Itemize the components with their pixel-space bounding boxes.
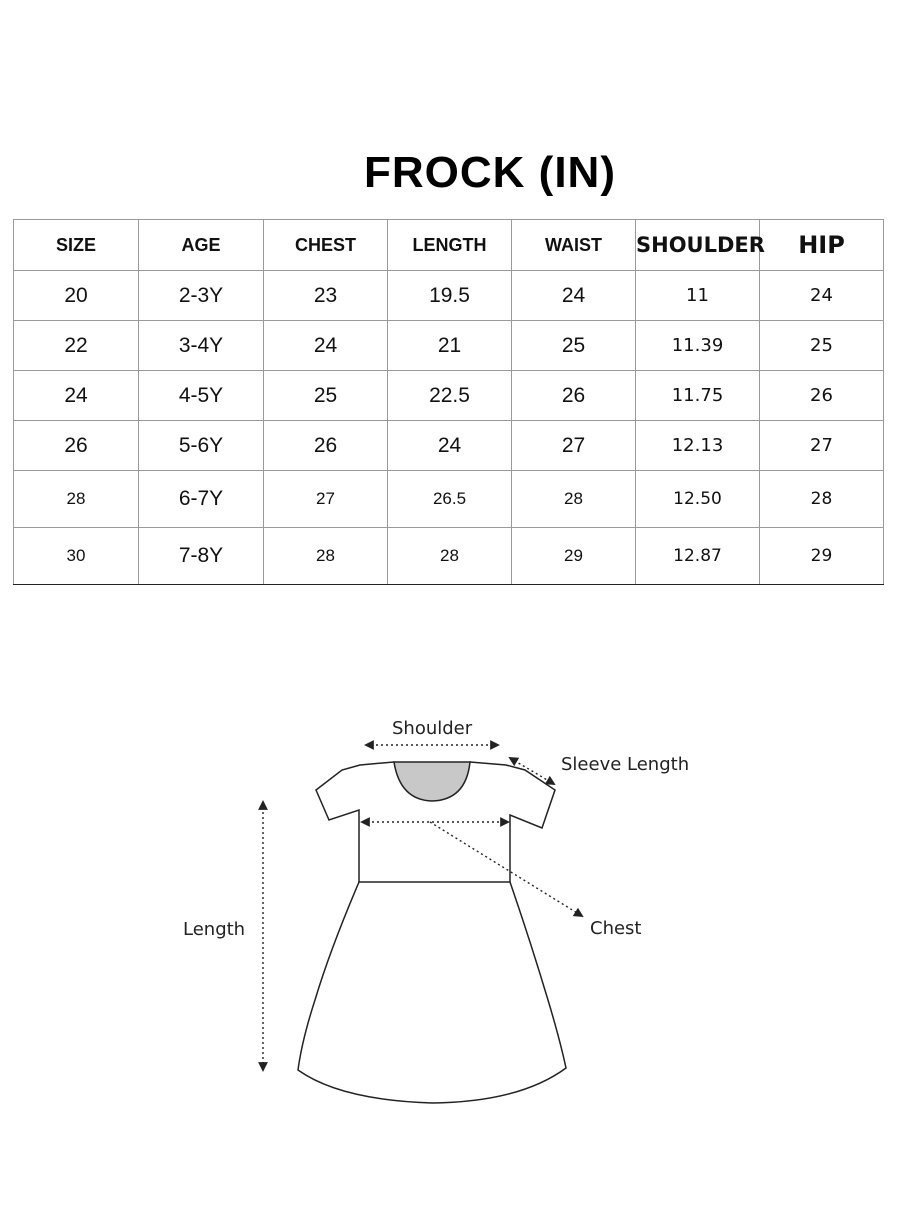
cell-length: 21 (388, 321, 512, 371)
header-chest: CHEST (264, 220, 388, 271)
cell-chest: 26 (264, 421, 388, 471)
table-row (14, 271, 884, 321)
table-row (14, 371, 884, 421)
length-label: Length (183, 919, 246, 940)
header-age: AGE (139, 220, 264, 271)
cell-length: 28 (388, 528, 512, 585)
cell-waist: 26 (512, 371, 636, 421)
cell-waist: 27 (512, 421, 636, 471)
table-header-row (14, 220, 884, 271)
cell-length: 26.5 (388, 471, 512, 528)
cell-waist: 24 (512, 271, 636, 321)
cell-hip: 26 (760, 371, 884, 421)
chest-pointer-line (430, 822, 582, 916)
cell-waist: 29 (512, 528, 636, 585)
table-row (14, 471, 884, 528)
cell-hip: 24 (760, 271, 884, 321)
cell-waist: 25 (512, 321, 636, 371)
cell-shoulder: 12.50 (636, 471, 760, 528)
header-hip: HIP (760, 220, 884, 271)
cell-hip: 28 (760, 471, 884, 528)
cell-age: 4-5Y (139, 371, 264, 421)
cell-chest: 24 (264, 321, 388, 371)
table-row (14, 321, 884, 371)
cell-shoulder: 11 (636, 271, 760, 321)
skirt-shape (298, 882, 566, 1103)
cell-chest: 23 (264, 271, 388, 321)
header-size: SIZE (14, 220, 139, 271)
header-shoulder: SHOULDER (636, 220, 760, 271)
measurement-lines (263, 745, 582, 1070)
cell-length: 24 (388, 421, 512, 471)
cell-length: 19.5 (388, 271, 512, 321)
frock-outline (298, 762, 566, 1103)
cell-hip: 25 (760, 321, 884, 371)
neckline-shape (394, 762, 470, 801)
cell-age: 6-7Y (139, 471, 264, 528)
shoulder-label: Shoulder (392, 718, 473, 739)
cell-age: 7-8Y (139, 528, 264, 585)
cell-waist: 28 (512, 471, 636, 528)
page-title: FROCK (IN) (364, 148, 616, 197)
cell-chest: 28 (264, 528, 388, 585)
cell-shoulder: 12.87 (636, 528, 760, 585)
sleeve-length-label: Sleeve Length (561, 754, 690, 775)
cell-hip: 29 (760, 528, 884, 585)
cell-length: 22.5 (388, 371, 512, 421)
cell-size: 30 (14, 528, 139, 585)
cell-shoulder: 12.13 (636, 421, 760, 471)
cell-chest: 27 (264, 471, 388, 528)
cell-shoulder: 11.75 (636, 371, 760, 421)
table-row (14, 421, 884, 471)
cell-shoulder: 11.39 (636, 321, 760, 371)
cell-size: 22 (14, 321, 139, 371)
cell-size: 26 (14, 421, 139, 471)
cell-chest: 25 (264, 371, 388, 421)
header-length: LENGTH (388, 220, 512, 271)
cell-size: 24 (14, 371, 139, 421)
cell-size: 28 (14, 471, 139, 528)
header-waist: WAIST (512, 220, 636, 271)
table-row (14, 528, 884, 585)
cell-age: 3-4Y (139, 321, 264, 371)
bodice-shape (316, 762, 555, 882)
cell-size: 20 (14, 271, 139, 321)
cell-hip: 27 (760, 421, 884, 471)
size-chart-table (13, 219, 884, 585)
chest-label: Chest (590, 918, 642, 939)
cell-age: 5-6Y (139, 421, 264, 471)
cell-age: 2-3Y (139, 271, 264, 321)
sleeve-measure-line (510, 758, 554, 784)
